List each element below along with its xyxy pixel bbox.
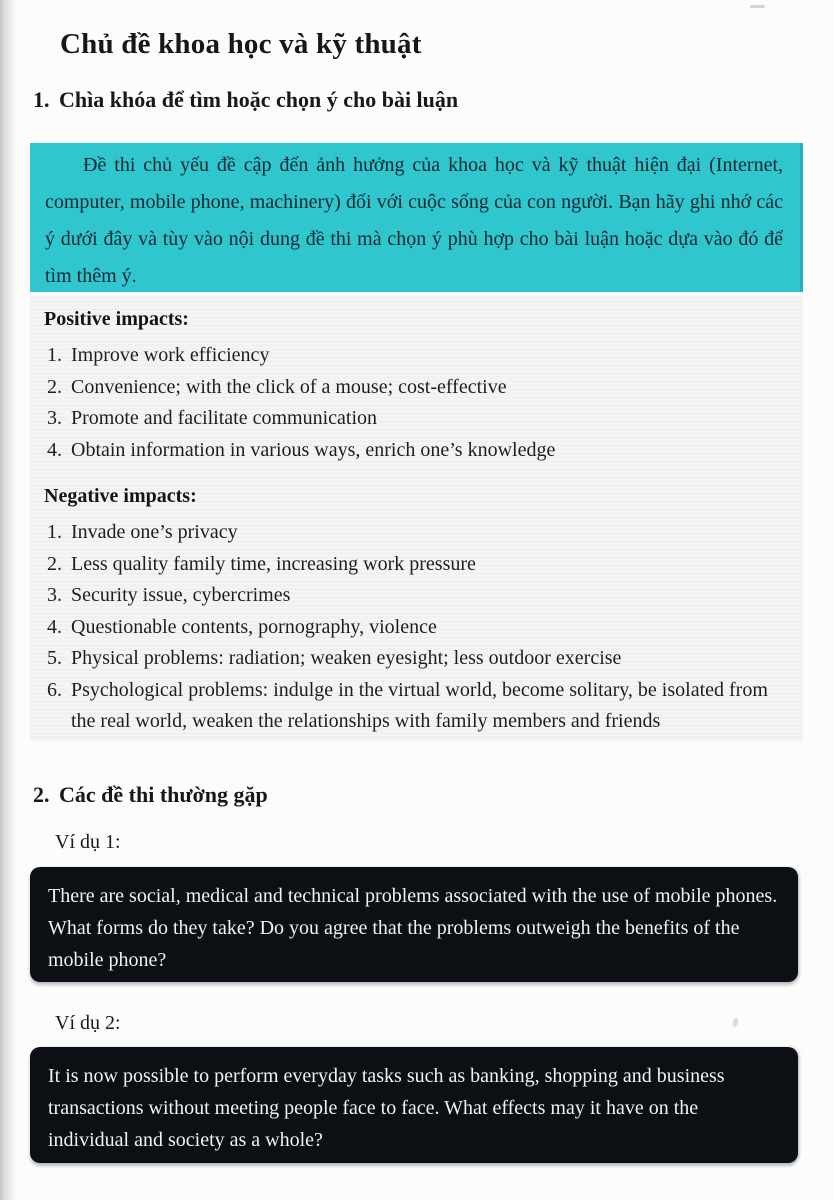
negative-impacts-label: Negative impacts: — [44, 485, 197, 507]
scan-edge-artifact — [0, 0, 16, 1200]
positive-impacts-list — [44, 340, 785, 466]
list-item-number: 1. — [47, 344, 62, 366]
list-item-number: 3. — [47, 407, 62, 429]
list-item-text: Promote and facilitate communication — [71, 407, 378, 429]
example1-label: Ví dụ 1: — [55, 831, 121, 853]
list-item-number: 3. — [47, 584, 62, 606]
section2-heading-text: Các đề thi thường gặp — [59, 782, 268, 807]
section2-heading — [33, 782, 268, 808]
list-item — [44, 549, 785, 581]
list-item-text: Psychological problems: indulge in the virtual world, become solitary, be isolated from the real world, weaken the relationships with family members and friends — [71, 678, 768, 732]
list-item-number: 2. — [47, 375, 62, 398]
scan-mark-artifact — [750, 5, 765, 8]
page-title: Chủ đề khoa học và kỹ thuật — [60, 28, 422, 60]
impacts-panel — [30, 295, 803, 741]
list-item-number: 4. — [47, 615, 62, 638]
list-item — [44, 643, 785, 675]
scan-speck-artifact — [732, 1017, 740, 1027]
list-item-number: 1. — [47, 521, 62, 543]
list-item — [44, 580, 785, 612]
list-item-text: Questionable contents, pornography, violence — [71, 615, 437, 638]
positive-impacts-label: Positive impacts: — [44, 308, 189, 330]
list-item-number: 4. — [47, 438, 62, 461]
example2-label: Ví dụ 2: — [55, 1012, 121, 1034]
list-item-text: Physical problems: radiation; weaken eyesight; less outdoor exercise — [71, 647, 622, 669]
section1-heading-text: Chìa khóa để tìm hoặc chọn ý cho bài luận — [59, 87, 459, 112]
example2-prompt-box: It is now possible to perform everyday tasks such as banking, shopping and business transactions without meeting people face to face. What effects may it have on the individual and society as a whole? — [30, 1047, 798, 1163]
list-item-text: Convenience; with the click of a mouse; cost-effective — [71, 375, 507, 398]
intro-note-box: Đề thi chủ yếu đề cập đến ảnh hưởng của khoa học và kỹ thuật hiện đại (Internet, computer, mobile phone, machinery) đối với cuộc sống của con người. Bạn hãy ghi nhớ các ý dưới đây và tùy vào nội dung đề thi mà chọn ý phù hợp cho bài luận hoặc dựa vào đó để tìm thêm ý. — [30, 143, 803, 292]
negative-impacts-list — [44, 517, 785, 738]
list-item-text: Obtain information in various ways, enrich one’s knowledge — [71, 438, 556, 461]
list-item — [44, 435, 785, 467]
list-item-text: Less quality family time, increasing work pressure — [71, 552, 476, 575]
list-item-text: Invade one’s privacy — [71, 521, 238, 543]
section2-heading-number: 2. — [33, 782, 50, 807]
list-item-text: Improve work efficiency — [71, 344, 270, 366]
list-item — [44, 612, 785, 644]
section1-heading-number: 1. — [33, 87, 50, 112]
list-item — [44, 340, 785, 372]
list-item-number: 2. — [47, 552, 62, 575]
list-item — [44, 517, 785, 549]
list-item — [44, 372, 785, 404]
list-item — [44, 403, 785, 435]
list-item-number: 5. — [47, 647, 62, 669]
list-item-text: Security issue, cybercrimes — [71, 584, 291, 606]
section1-heading — [33, 87, 458, 113]
list-item-number: 6. — [47, 678, 62, 701]
list-item — [44, 675, 785, 738]
example1-prompt-box: There are social, medical and technical problems associated with the use of mobile phones. What forms do they take? Do you agree that the problems outweigh the benefits of the mobile phone? — [30, 867, 798, 982]
